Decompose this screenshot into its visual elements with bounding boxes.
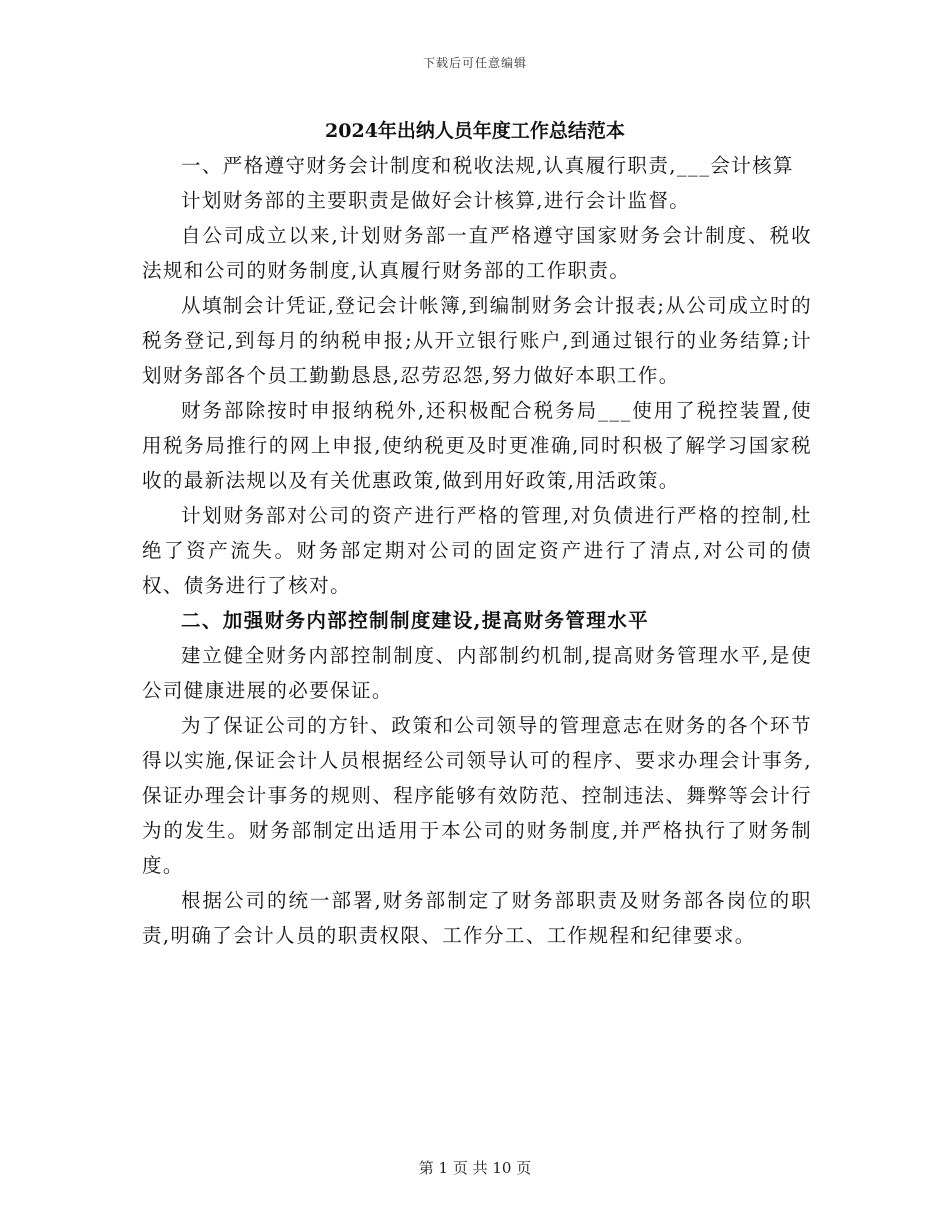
paragraph: 自公司成立以来,计划财务部一直严格遵守国家财务会计制度、税收法规和公司的财务制度,认真履行财务部的工作职责。 bbox=[142, 224, 812, 282]
document-title: 2024年出纳人员年度工作总结范本 bbox=[325, 120, 625, 142]
section-heading-1: 一、严格遵守财务会计制度和税收法规,认真履行职责,___会计核算 bbox=[181, 154, 794, 177]
paragraph: 建立健全财务内部控制制度、内部制约机制,提高财务管理水平,是使公司健康进展的必要保证。 bbox=[142, 644, 812, 702]
paragraph: 为了保证公司的方针、政策和公司领导的管理意志在财务的各个环节得以实施,保证会计人员根据经公司领导认可的程序、要求办理会计事务,保证办理会计事务的规则、程序能够有效防范、控制违法、舞弊等会计行为的发生。财务部制定出适用于本公司的财务制度,并严格执行了财务制度。 bbox=[142, 714, 812, 877]
document-body bbox=[142, 148, 812, 953]
paragraph: 计划财务部的主要职责是做好会计核算,进行会计监督。 bbox=[181, 189, 691, 212]
paragraph: 根据公司的统一部署,财务部制定了财务部职责及财务部各岗位的职责,明确了会计人员的职责权限、工作分工、工作规程和纪律要求。 bbox=[142, 889, 812, 947]
header-note: 下载后可任意编辑 bbox=[422, 56, 527, 70]
paragraph: 从填制会计凭证,登记会计帐簿,到编制财务会计报表;从公司成立时的税务登记,到每月的纳税申报;从开立银行账户,到通过银行的业务结算;计划财务部各个员工勤勤恳恳,忍劳忍怨,努力做好本职工作。 bbox=[142, 294, 812, 387]
paragraph: 财务部除按时申报纳税外,还积极配合税务局___使用了税控装置,使用税务局推行的网上申报,使纳税更及时更准确,同时积极了解学习国家税收的最新法规以及有关优惠政策,做到用好政策,用活政策。 bbox=[142, 399, 812, 492]
paragraph: 计划财务部对公司的资产进行严格的管理,对负债进行严格的控制,杜绝了资产流失。财务部定期对公司的固定资产进行了清点,对公司的债权、债务进行了核对。 bbox=[142, 504, 812, 597]
section-heading-2: 二、加强财务内部控制制度建设,提高财务管理水平 bbox=[181, 609, 649, 632]
page-number: 第 1 页 共 10 页 bbox=[418, 1159, 532, 1177]
